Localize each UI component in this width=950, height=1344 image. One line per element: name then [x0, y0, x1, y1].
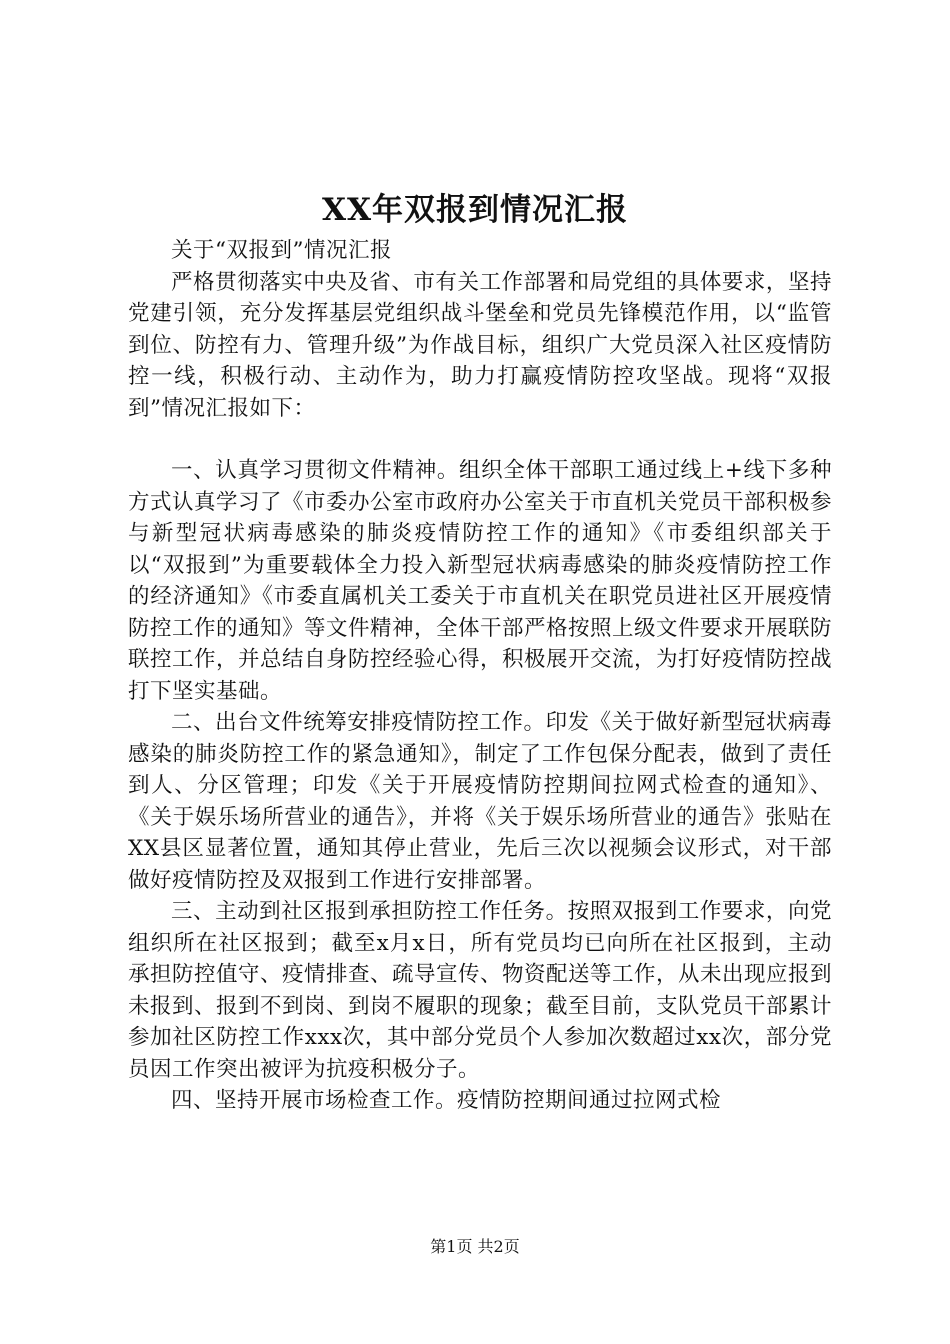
paragraph-intro: 严格贯彻落实中央及省、市有关工作部署和局党组的具体要求，坚持党建引领，充分发挥基层党组织战斗堡垒和党员先锋模范作用，以“监管到位、防控有力、管理升级”为作战目标，组织广大党员深入社区疫情防控一线，积极行动、主动作为，助力打赢疫情防控攻坚战。现将“双报到”情况汇报如下：	[128, 269, 832, 421]
paragraph-section-2: 二、出台文件统筹安排疫情防控工作。印发《关于做好新型冠状病毒感染的肺炎防控工作的紧急通知》，制定了工作包保分配表，做到了责任到人、分区管理；印发《关于开展疫情防控期间拉网式检查的通知》、《关于娱乐场所营业的通告》，并将《关于娱乐场所营业的通告》张贴在XX县区显著位置，通知其停止营业，先后三次以视频会议形式，对干部做好疫情防控及双报到工作进行安排部署。	[128, 710, 832, 893]
document-title: XX年双报到情况汇报	[321, 192, 629, 228]
paragraph-subtitle: 关于“双报到”情况汇报	[171, 238, 392, 263]
page-footer: 第1页 共2页	[430, 1237, 520, 1256]
paragraph-section-4: 四、坚持开展市场检查工作。疫情防控期间通过拉网式检	[171, 1088, 722, 1113]
document-body	[128, 235, 832, 1117]
paragraph-section-1: 一、认真学习贯彻文件精神。组织全体干部职工通过线上+线下多种方式认真学习了《市委办公室市政府办公室关于市直机关党员干部积极参与新型冠状病毒感染的肺炎疫情防控工作的通知》《市委组织部关于以“双报到”为重要载体全力投入新型冠状病毒感染的肺炎疫情防控工作的经济通知》《市委直属机关工委关于市直机关在职党员进社区开展疫情防控工作的通知》等文件精神，全体干部严格按照上级文件要求开展联防联控工作，并总结自身防控经验心得，积极展开交流，为打好疫情防控战打下坚实基础。	[128, 458, 833, 704]
paragraph-section-3: 三、主动到社区报到承担防控工作任务。按照双报到工作要求，向党组织所在社区报到；截至x月x日，所有党员均已向所在社区报到，主动承担防控值守、疫情排查、疏导宣传、物资配送等工作，从未出现应报到未报到、报到不到岗、到岗不履职的现象；截至目前，支队党员干部累计参加社区防控工作xxx次，其中部分党员个人参加次数超过xx次，部分党员因工作突出被评为抗疫积极分子。	[128, 899, 833, 1082]
